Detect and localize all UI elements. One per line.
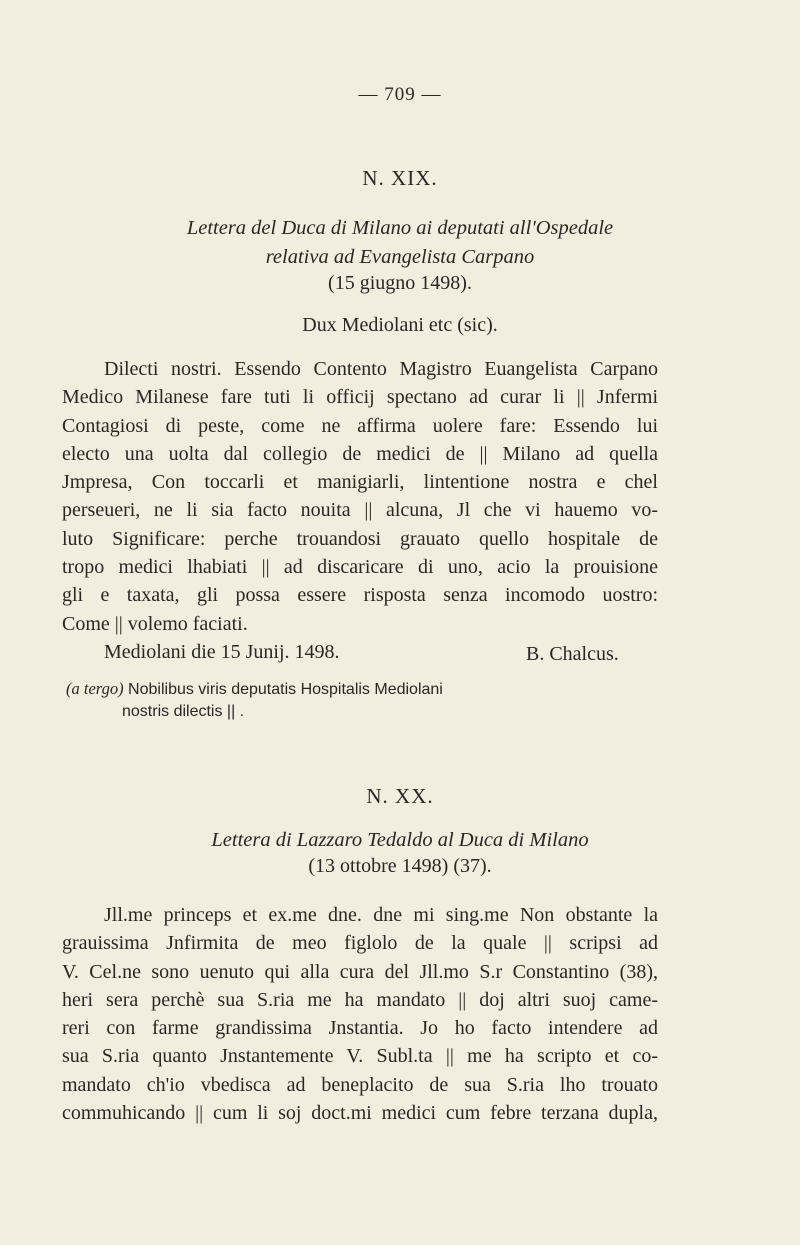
body-line: Jll.me princeps et ex.me dne. dne mi sing.me Non obstante la [104,904,658,926]
body-line: sua S.ria quanto Jnstantemente V. Subl.ta || me ha scripto et co- [62,1045,658,1068]
doc19-body [62,355,658,666]
doc19-title [0,214,800,272]
doc20-heading: N. XX. [366,784,434,808]
body-line: electo una uolta dal collegio de medici de || Milano ad quella [62,442,658,465]
doc19-signature: B. Chalcus. [526,643,619,665]
doc19-salutation: Dux Mediolani etc (sic). [302,314,498,336]
closing-line: Mediolani die 15 Junij. 1498. [104,640,340,663]
doc20-date: (13 ottobre 1498) (37). [308,855,492,877]
body-line: tropo medici lhabiati || ad discaricare di uno, acio la prouisione [62,556,658,579]
doc20-title [0,826,800,855]
doc20-body [62,901,658,1127]
note-tag: (a tergo) [66,679,124,698]
body-line: V. Cel.ne sono uenuto qui alla cura del Jll.mo S.r Constantino (38), [62,960,658,983]
body-line: Medico Milanese fare tuti li officij spectano ad curar li || Jnfermi [62,386,658,409]
body-line: heri sera perchè sua S.ria me ha mandato || doj altri suoj came- [62,988,658,1011]
body-line: Jmpresa, Con toccarli et manigiarli, lintentione nostra e chel [62,471,658,494]
body-line: Dilecti nostri. Essendo Contento Magistro Euangelista Carpano [104,358,658,380]
body-line: Come || volemo faciati. [62,612,248,635]
doc19-title-line: relativa ad Evangelista Carpano [265,246,535,268]
doc19-title-line: Lettera del Duca di Milano ai deputati all'Ospedale [186,217,614,239]
doc19-date: (15 giugno 1498). [328,272,472,294]
note-line: nostris dilectis || . [122,703,245,720]
body-line: mandato ch'io vbedisca ad beneplacito de sua S.ria lho trouato [62,1073,658,1096]
body-line: luto Significare: perche trouandosi grauato quello hospitale de [62,527,658,550]
body-line: grauissima Jnfirmita de meo figlolo de la quale || scripsi ad [62,932,658,955]
body-line: reri con farme grandissima Jnstantia. Jo ho facto intendere ad [62,1017,658,1040]
body-line: commuhicando || cum li soj doct.mi medici cum febre terzana dupla, [62,1102,658,1125]
body-line: gli e taxata, gli possa essere risposta senza incomodo uostro: [62,584,658,607]
body-line: perseueri, ne li sia facto nouita || alcuna, Jl che vi hauemo vo- [62,499,658,522]
note-line: Nobilibus viris deputatis Hospitalis Mediolani [128,681,443,698]
body-line: Contagiosi di peste, come ne affirma uolere fare: Essendo lui [62,414,658,437]
doc19-address-note [66,678,656,723]
doc19-heading: N. XIX. [362,166,438,190]
doc20-title-line: Lettera di Lazzaro Tedaldo al Duca di Milano [211,829,589,851]
page-number: — 709 — [358,84,442,105]
